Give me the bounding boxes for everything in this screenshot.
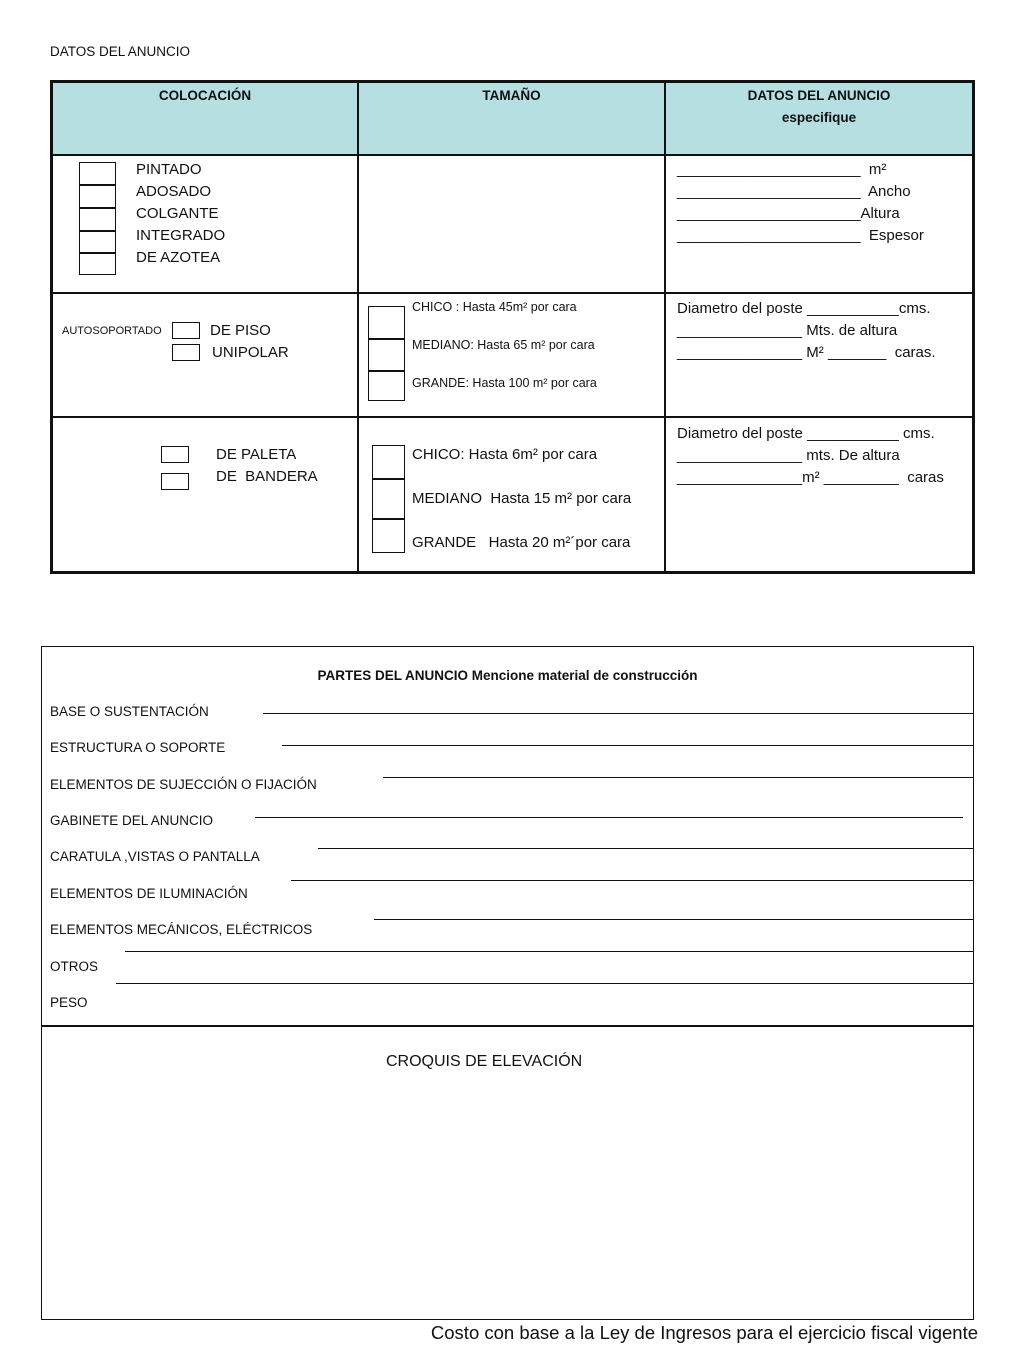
column-divider — [357, 83, 359, 571]
checkbox-chico-45[interactable] — [368, 306, 405, 339]
field-m2-caras-2[interactable]: _______________m² _________ caras — [677, 469, 944, 486]
option-pintado: PINTADO — [136, 161, 202, 178]
checkbox-mediano-65[interactable] — [368, 339, 405, 371]
option-adosado: ADOSADO — [136, 183, 212, 200]
checkbox-de-azotea[interactable] — [79, 253, 116, 275]
checkbox-de-paleta[interactable] — [161, 446, 189, 463]
answer-line-gabinete[interactable] — [255, 817, 963, 818]
answer-line-sujeccion[interactable] — [383, 777, 973, 778]
parte-mecanicos: ELEMENTOS MECÁNICOS, ELÉCTRICOS — [50, 922, 313, 937]
header-colocacion: COLOCACIÓN — [158, 88, 252, 103]
header-datos: DATOS DEL ANUNCIO — [747, 88, 891, 103]
checkbox-mediano-15[interactable] — [372, 479, 405, 519]
header-datos-especifique: especifique — [781, 110, 857, 125]
row-divider — [53, 416, 972, 418]
checkbox-grande-100[interactable] — [368, 371, 405, 401]
field-m2[interactable]: ______________________ m² — [677, 161, 887, 178]
field-espesor[interactable]: ______________________ Espesor — [677, 227, 924, 244]
answer-line-otros[interactable] — [125, 951, 973, 952]
checkbox-de-piso[interactable] — [172, 322, 200, 339]
option-colgante: COLGANTE — [136, 205, 219, 222]
field-mts-altura[interactable]: _______________ Mts. de altura — [677, 322, 898, 339]
column-divider — [664, 83, 666, 571]
option-unipolar: UNIPOLAR — [212, 344, 289, 361]
checkbox-integrado[interactable] — [79, 231, 116, 253]
parte-gabinete: GABINETE DEL ANUNCIO — [50, 813, 214, 828]
parte-base: BASE O SUSTENTACIÓN — [50, 704, 209, 719]
field-ancho[interactable]: ______________________ Ancho — [677, 183, 911, 200]
parte-peso: PESO — [50, 995, 88, 1010]
field-diametro-poste[interactable]: Diametro del poste ___________cms. — [677, 300, 931, 317]
option-de-paleta: DE PALETA — [216, 446, 297, 463]
answer-line-iluminacion[interactable] — [291, 880, 973, 881]
field-altura[interactable]: ______________________Altura — [677, 205, 900, 222]
answer-line-peso[interactable] — [116, 983, 973, 984]
row-divider — [53, 154, 972, 156]
option-de-azotea: DE AZOTEA — [136, 249, 221, 266]
checkbox-unipolar[interactable] — [172, 344, 200, 361]
answer-line-mecanicos[interactable] — [374, 919, 973, 920]
parte-caratula: CARATULA ,VISTAS O PANTALLA — [50, 849, 260, 864]
checkbox-chico-6[interactable] — [372, 445, 405, 479]
checkbox-grande-20[interactable] — [372, 519, 405, 553]
answer-line-caratula[interactable] — [318, 848, 973, 849]
size-grande-20: GRANDE Hasta 20 m²´por cara — [412, 534, 631, 551]
checkbox-adosado[interactable] — [79, 185, 116, 208]
size-chico-45: CHICO : Hasta 45m² por cara — [412, 300, 577, 314]
checkbox-colgante[interactable] — [79, 208, 116, 231]
field-diametro-poste-2[interactable]: Diametro del poste ___________ cms. — [677, 425, 935, 442]
row-divider — [53, 292, 972, 294]
parte-estructura: ESTRUCTURA O SOPORTE — [50, 740, 226, 755]
checkbox-pintado[interactable] — [79, 162, 116, 185]
option-integrado: INTEGRADO — [136, 227, 226, 244]
checkbox-de-bandera[interactable] — [161, 473, 189, 490]
section-title: DATOS DEL ANUNCIO — [50, 44, 191, 59]
size-mediano-15: MEDIANO Hasta 15 m² por cara — [412, 490, 632, 507]
partes-title-rest: Mencione material de construcción — [467, 668, 698, 683]
parte-iluminacion: ELEMENTOS DE ILUMINACIÓN — [50, 886, 248, 901]
parte-otros: OTROS — [50, 959, 99, 974]
label-autosoportado: AUTOSOPORTADO — [62, 325, 162, 337]
croquis-title: CROQUIS DE ELEVACIÓN — [386, 1053, 583, 1070]
field-mts-altura-2[interactable]: _______________ mts. De altura — [677, 447, 900, 464]
partes-title — [41, 668, 974, 683]
parte-sujeccion: ELEMENTOS DE SUJECCIÓN O FIJACIÓN — [50, 777, 317, 792]
partes-title-bold: PARTES DEL ANUNCIO — [317, 668, 468, 683]
size-grande-100: GRANDE: Hasta 100 m² por cara — [412, 376, 597, 390]
answer-line-base[interactable] — [263, 713, 973, 714]
footer-note: Costo con base a la Ley de Ingresos para el ejercicio fiscal vigente — [430, 1322, 978, 1343]
option-de-bandera: DE BANDERA — [216, 468, 318, 485]
field-m2-caras[interactable]: _______________ M² _______ caras. — [677, 344, 936, 361]
size-mediano-65: MEDIANO: Hasta 65 m² por cara — [412, 338, 595, 352]
size-chico-6: CHICO: Hasta 6m² por cara — [412, 446, 598, 463]
croquis-drawing-area[interactable] — [42, 1027, 972, 1318]
option-de-piso: DE PISO — [210, 322, 271, 339]
header-tamano: TAMAÑO — [482, 88, 541, 103]
answer-line-estructura[interactable] — [282, 745, 973, 746]
